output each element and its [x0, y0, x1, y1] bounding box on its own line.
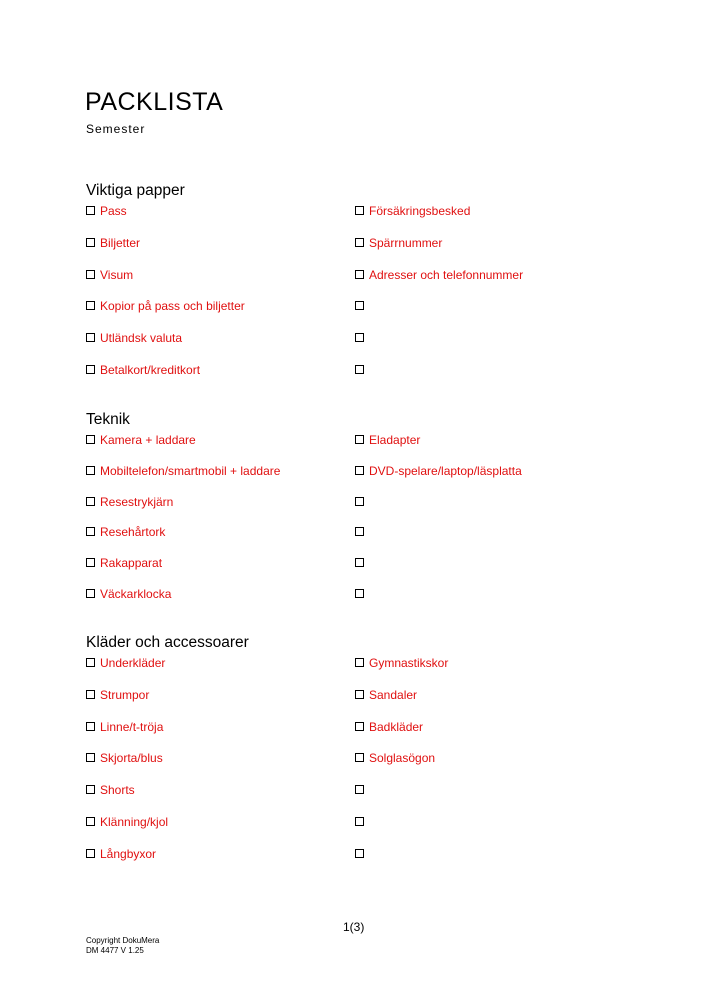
checklist-item [355, 268, 635, 300]
copyright-text: Copyright DokuMera [86, 936, 160, 945]
checkbox-icon[interactable] [355, 658, 364, 667]
checklist-item [86, 720, 355, 752]
checkbox-icon[interactable] [86, 690, 95, 699]
checklist-item [86, 751, 355, 783]
checklist-item-label: Rakapparat [100, 556, 163, 571]
checklist-item [86, 331, 355, 363]
checklist-item-label: Utländsk valuta [100, 331, 183, 346]
checklist-item-label: Mobiltelefon/smartmobil + laddare [100, 463, 281, 478]
checklist-item [86, 815, 355, 847]
checkbox-icon[interactable] [355, 558, 364, 567]
checklist-item-label: Betalkort/kreditkort [100, 362, 201, 377]
checkbox-icon[interactable] [355, 206, 364, 215]
checkbox-icon[interactable] [355, 365, 364, 374]
checklist-item-label: Adresser och telefonnummer [369, 267, 524, 282]
checkbox-icon[interactable] [86, 238, 95, 247]
checklist-item-label: Badkläder [369, 719, 424, 734]
checklist-item-label: Strumpor [100, 687, 150, 702]
checkbox-icon[interactable] [86, 435, 95, 444]
checklist-item [86, 204, 355, 236]
checklist-item [355, 433, 635, 464]
checklist-item [355, 815, 635, 847]
checklist-item-label: Klänning/kjol [100, 814, 169, 829]
checklist-item-label: Skjorta/blus [100, 751, 163, 766]
checklist-item [86, 363, 355, 395]
checkbox-icon[interactable] [355, 238, 364, 247]
checklist-item-label: Visum [100, 267, 134, 282]
checkbox-icon[interactable] [355, 301, 364, 310]
page-title: PACKLISTA [85, 88, 224, 116]
checklist-item [355, 720, 635, 752]
section-heading: Kläder och accessoarer [86, 634, 249, 651]
checklist-item [86, 688, 355, 720]
checklist-item [355, 656, 635, 688]
checkbox-icon[interactable] [86, 722, 95, 731]
page-subtitle: Semester [86, 122, 146, 136]
section-teknik [86, 409, 646, 618]
checkbox-icon[interactable] [86, 365, 95, 374]
checkbox-icon[interactable] [355, 333, 364, 342]
page-number: 1(3) [343, 920, 365, 934]
checklist-item-label: Linne/t-tröja [100, 719, 164, 734]
checkbox-icon[interactable] [86, 658, 95, 667]
checklist-item-label: Långbyxor [100, 846, 157, 861]
checklist-item-label: Biljetter [100, 235, 141, 250]
checklist-item [355, 556, 635, 587]
checklist-item [86, 587, 355, 618]
checklist-item-label: Solglasögon [369, 751, 436, 766]
checklist-item [86, 236, 355, 268]
checklist-grid [86, 656, 646, 879]
checklist-item [86, 847, 355, 879]
checklist-item [355, 688, 635, 720]
checklist-item [355, 525, 635, 556]
checklist-item [86, 556, 355, 587]
checkbox-icon[interactable] [86, 497, 95, 506]
checkbox-icon[interactable] [355, 270, 364, 279]
checkbox-icon[interactable] [355, 817, 364, 826]
checkbox-icon[interactable] [86, 589, 95, 598]
checkbox-icon[interactable] [355, 849, 364, 858]
checkbox-icon[interactable] [86, 817, 95, 826]
checkbox-icon[interactable] [86, 466, 95, 475]
checkbox-icon[interactable] [86, 270, 95, 279]
checklist-item-label: Kopior på pass och biljetter [100, 299, 245, 314]
checklist-item [355, 363, 635, 395]
document-id: DM 4477 V 1.25 [86, 946, 144, 955]
checklist-grid [86, 433, 646, 618]
checklist-item-label: Eladapter [369, 433, 421, 447]
checklist-item-label: Gymnastikskor [369, 656, 449, 670]
checkbox-icon[interactable] [355, 497, 364, 506]
checklist-item [86, 464, 355, 495]
checklist-item-label: Resestrykjärn [100, 494, 174, 509]
checklist-item-label: Spärrnummer [369, 235, 443, 250]
checklist-item [355, 495, 635, 526]
checkbox-icon[interactable] [355, 466, 364, 475]
checkbox-icon[interactable] [355, 753, 364, 762]
checklist-item [355, 331, 635, 363]
checkbox-icon[interactable] [86, 333, 95, 342]
checkbox-icon[interactable] [86, 206, 95, 215]
checklist-item [86, 783, 355, 815]
checklist-item [355, 847, 635, 879]
checklist-item [355, 204, 635, 236]
checkbox-icon[interactable] [86, 849, 95, 858]
checklist-item-label: Kamera + laddare [100, 433, 196, 447]
checklist-item [86, 656, 355, 688]
section-heading: Teknik [86, 411, 130, 428]
checklist-item [86, 299, 355, 331]
checkbox-icon[interactable] [86, 527, 95, 536]
checklist-grid [86, 204, 646, 395]
checklist-item [86, 525, 355, 556]
section-heading: Viktiga papper [86, 182, 185, 199]
checklist-item-label: DVD-spelare/laptop/läsplatta [369, 463, 522, 478]
section-klader-och-accessoarer [86, 632, 646, 879]
checklist-item [86, 433, 355, 464]
checklist-item [355, 751, 635, 783]
section-viktiga-papper [86, 180, 646, 395]
checkbox-icon[interactable] [86, 301, 95, 310]
checkbox-icon[interactable] [355, 527, 364, 536]
checkbox-icon[interactable] [355, 785, 364, 794]
checklist-item-label: Väckarklocka [100, 586, 172, 601]
checkbox-icon[interactable] [86, 753, 95, 762]
checklist-item-label: Pass [100, 204, 127, 218]
checklist-item [355, 299, 635, 331]
checklist-item-label: Försäkringsbesked [369, 204, 471, 218]
checkbox-icon[interactable] [355, 435, 364, 444]
checklist-item-label: Sandaler [369, 687, 418, 702]
checkbox-icon[interactable] [355, 589, 364, 598]
checkbox-icon[interactable] [355, 722, 364, 731]
checklist-item-label: Resehårtork [100, 525, 166, 540]
checklist-item [355, 587, 635, 618]
checklist-item [86, 495, 355, 526]
checkbox-icon[interactable] [86, 558, 95, 567]
checklist-item [355, 783, 635, 815]
footer [86, 936, 159, 956]
checkbox-icon[interactable] [86, 785, 95, 794]
checklist-item [355, 236, 635, 268]
checklist-item-label: Shorts [100, 783, 135, 798]
checkbox-icon[interactable] [355, 690, 364, 699]
checklist-item [86, 268, 355, 300]
checklist-item [355, 464, 635, 495]
checklist-item-label: Underkläder [100, 656, 166, 670]
